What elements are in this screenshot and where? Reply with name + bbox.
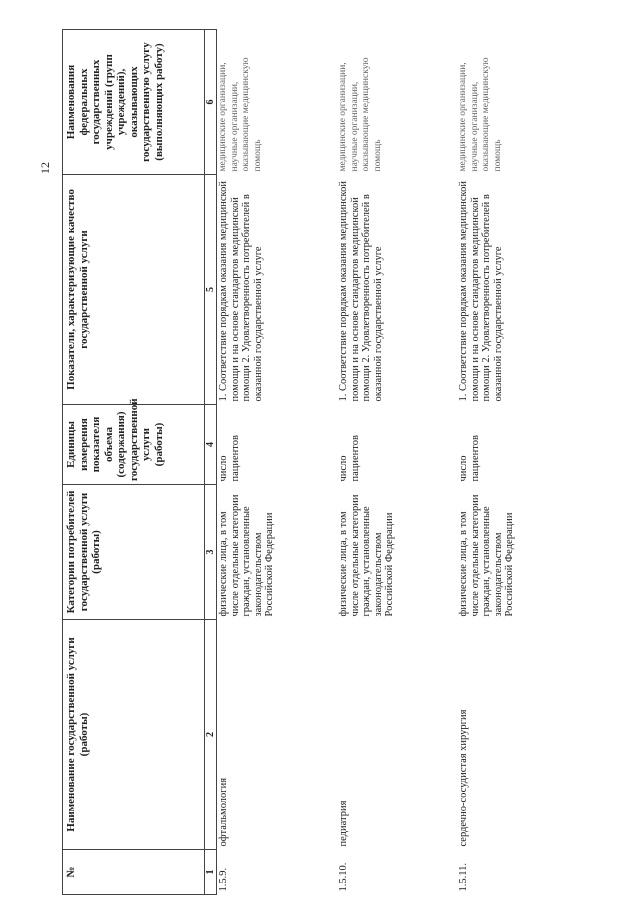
consumers: физические лица, в том числе отдельные категории граждан, установленные законодательством Российской Федерации [458,494,516,617]
column-number: 1 [205,850,217,895]
header-number: № [63,850,205,895]
page-number: 12 [38,162,52,174]
header-row [63,30,205,895]
row-number: 1.5.10. [338,862,349,892]
services-table [62,29,577,895]
column-number: 2 [205,620,217,850]
service-name: сердечно-сосудистая хирургия [458,709,469,847]
service-name: педиатрия [338,800,349,847]
column-number: 6 [205,30,217,175]
unit: число пациентов [338,435,361,482]
quality: 1. Соответствие порядкам оказания медицинской помощи и на основе стандартов медицинской помощи 2. Удовлетворенность потребителей в оказанной государственной услуге [218,181,264,402]
table-row [337,30,457,895]
quality: 1. Соответствие порядкам оказания медицинской помощи и на основе стандартов медицинской помощи 2. Удовлетворенность потребителей в оказанной государственной услуге [338,181,384,402]
column-number-row [205,30,217,895]
header-quality: Показатели, характеризующие качество государственной услуги [63,175,205,405]
table-row [457,30,577,895]
unit: число пациентов [458,435,481,482]
service-name: офтальмология [218,777,229,847]
column-number: 3 [205,485,217,620]
column-number: 5 [205,175,217,405]
quality: 1. Соответствие порядкам оказания медицинской помощи и на основе стандартов медицинской помощи 2. Удовлетворенность потребителей в оказанной государственной услуге [458,181,504,402]
table-row [217,30,338,895]
header-institutions: Наименования федеральных государственных учреждений (групп учреждений), оказывающих государственную услугу (выполняющих работу) [63,30,205,175]
column-number: 4 [205,405,217,485]
row-number: 1.5.9. [218,867,229,892]
consumers: физические лица, в том числе отдельные категории граждан, установленные законодательством Российской Федерации [338,494,396,617]
unit: число пациентов [218,435,241,482]
row-number: 1.5.11. [458,863,469,892]
institutions: медицинские организации, научные организации, оказывающие медицинскую помощь [218,57,263,172]
header-service-name: Наименование государственной услуги (работы) [63,620,205,850]
header-unit: Единицы измерения показателя объема (содержания) государственной услуги (работы) [63,405,205,485]
institutions: медицинские организации, научные организации, оказывающие медицинскую помощь [338,57,383,172]
consumers: физические лица, в том числе отдельные категории граждан, установленные законодательством Российской Федерации [218,494,276,617]
header-consumers: Категории потребителей государственной услуги (работы) [63,485,205,620]
institutions: медицинские организации, научные организации, оказывающие медицинскую помощь [458,57,503,172]
